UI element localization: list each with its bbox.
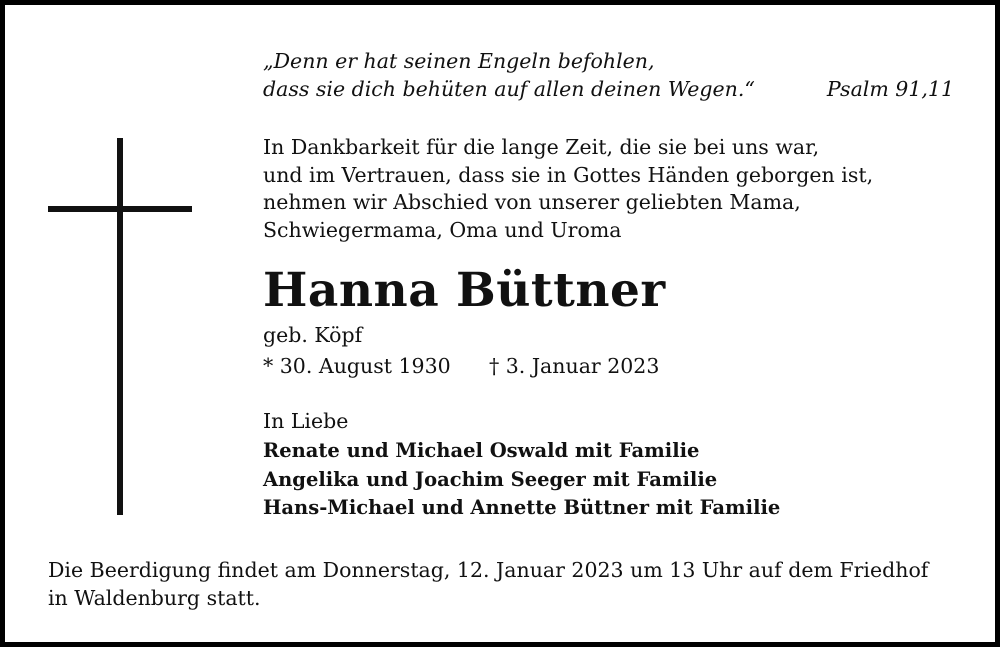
intro-line: In Dankbarkeit für die lange Zeit, die sie bei uns war, <box>263 135 820 159</box>
cross-vertical-bar <box>117 138 123 515</box>
verse-line: dass sie dich behüten auf allen deinen Wegen.“ <box>263 77 755 101</box>
death-date: † 3. Januar 2023 <box>489 354 660 378</box>
verse-line: „Denn er hat seinen Engeln befohlen, <box>263 49 655 73</box>
mourners-list <box>263 437 780 523</box>
mourner-family: Hans-Michael und Annette Büttner mit Familie <box>263 496 781 519</box>
funeral-line: in Waldenburg statt. <box>48 586 261 610</box>
intro-line: nehmen wir Abschied von unserer geliebten Mama, <box>263 190 801 214</box>
cross-horizontal-bar <box>48 206 192 212</box>
deceased-name: Hanna Büttner <box>263 263 666 318</box>
mourners-intro: In Liebe <box>263 409 349 433</box>
mourner-family: Angelika und Joachim Seeger mit Familie <box>263 467 718 491</box>
funeral-line: Die Beerdigung findet am Donnerstag, 12. Januar 2023 um 13 Uhr auf dem Friedhof <box>48 558 929 582</box>
intro-line: Schwiegermama, Oma und Uroma <box>263 217 622 242</box>
verse-reference: Psalm 91,11 <box>826 77 954 101</box>
bible-verse <box>263 47 755 103</box>
maiden-name: geb. Köpf <box>263 323 363 347</box>
mourner-family: Renate und Michael Oswald mit Familie <box>263 439 700 462</box>
intro-line: und im Vertrauen, dass sie in Gottes Händen geborgen ist, <box>263 162 874 187</box>
intro-text <box>263 134 873 244</box>
funeral-info <box>48 556 928 612</box>
birth-date: * 30. August 1930 <box>263 354 451 378</box>
